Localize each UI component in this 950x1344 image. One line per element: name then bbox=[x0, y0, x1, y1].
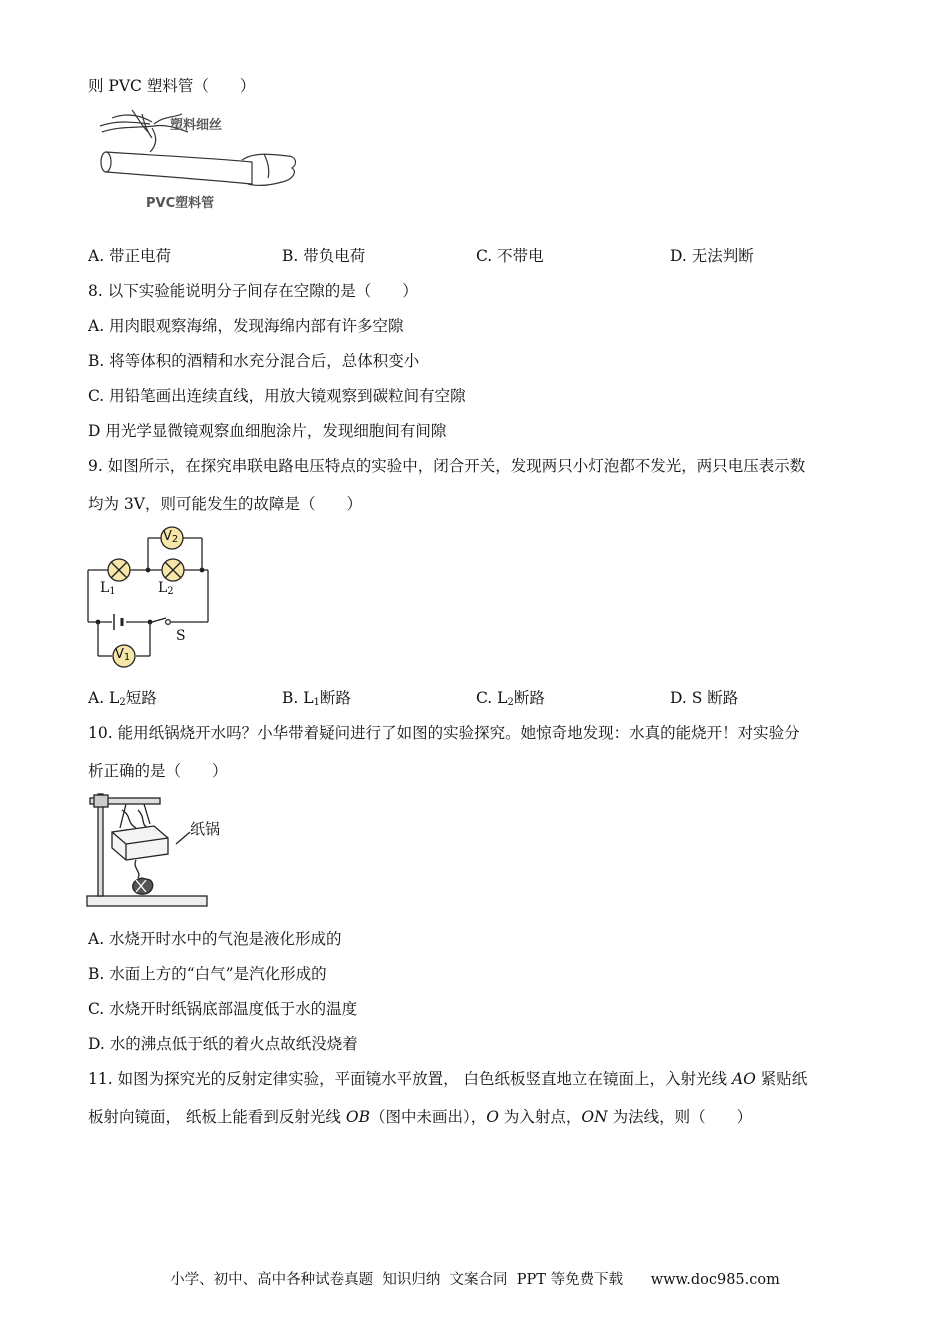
page-footer: 小学、初中、高中各种试卷真题 知识归纳 文案合同 PPT 等免费下载 www.doc985.com bbox=[170, 1272, 780, 1288]
q8-option-c: C. 用铅笔画出连续直线，用放大镜观察到碳粒间有空隙 bbox=[88, 387, 466, 405]
l2-label: $L_2$ bbox=[158, 580, 174, 597]
circuit-diagram bbox=[84, 524, 224, 672]
q8-stem: 8. 以下实验能说明分子间存在空隙的是（ ） bbox=[88, 282, 418, 300]
q10-option-d: D. 水的沸点低于纸的着火点故纸没烧着 bbox=[88, 1035, 358, 1053]
q10-option-a: A. 水烧开时水中的气泡是液化形成的 bbox=[88, 930, 342, 948]
q8-option-b: B. 将等体积的酒精和水充分混合后，总体积变小 bbox=[88, 352, 420, 370]
q9-option-d: D. S 断路 bbox=[670, 689, 739, 707]
paper-pot-apparatus bbox=[84, 788, 254, 914]
q9-circuit-figure bbox=[84, 524, 224, 672]
q9-stem-line2: 均为 3V，则可能发生的故障是（ ） bbox=[88, 495, 362, 513]
q10-option-c: C. 水烧开时纸锅底部温度低于水的温度 bbox=[88, 1000, 358, 1018]
q10-option-b: B. 水面上方的“白气”是汽化形成的 bbox=[88, 965, 327, 983]
switch-label: S bbox=[176, 628, 186, 644]
v1-label: $V_1$ bbox=[115, 647, 131, 663]
tube-label: PVC塑料管 bbox=[146, 196, 215, 211]
paper-pot-label: 纸锅 bbox=[190, 820, 221, 838]
q8-option-a: A. 用肉眼观察海绵，发现海绵内部有许多空隙 bbox=[88, 317, 404, 335]
q7-option-d: D. 无法判断 bbox=[670, 247, 754, 265]
q10-stem-line1: 10. 能用纸锅烧开水吗？小华带着疑问进行了如图的实验探究。她惊奇地发现：水真的能烧开！对实验分 bbox=[88, 724, 800, 742]
q9-option-b: B. $L_1$断路 bbox=[282, 689, 351, 708]
q9-option-a: A. $L_2$短路 bbox=[88, 689, 157, 708]
q8-option-d: D 用光学显微镜观察血细胞涂片，发现细胞间有间隙 bbox=[88, 422, 447, 440]
q7-figure bbox=[92, 108, 312, 218]
q7-stem-tail: 则 PVC 塑料管（ ） bbox=[88, 77, 256, 95]
q10-stem-line2: 析正确的是（ ） bbox=[88, 762, 228, 780]
q9-stem-line1: 9. 如图所示，在探究串联电路电压特点的实验中，闭合开关，发现两只小灯泡都不发光，两只电压表示数 bbox=[88, 457, 806, 475]
q7-option-b: B. 带负电荷 bbox=[282, 247, 366, 265]
q7-option-a: A. 带正电荷 bbox=[88, 247, 172, 265]
q7-option-c: C. 不带电 bbox=[476, 247, 544, 265]
q10-figure bbox=[84, 788, 254, 914]
fibers-label: 塑料细丝 bbox=[170, 118, 223, 133]
q11-stem-line1: 11. 如图为探究光的反射定律实验，平面镜水平放置， 白色纸板竖直地立在镜面上，入射光线 AO 紧贴纸 bbox=[88, 1070, 808, 1088]
q9-option-c: C. $L_2$断路 bbox=[476, 689, 545, 708]
l1-label: $L_1$ bbox=[100, 580, 116, 597]
v2-label: $V_2$ bbox=[163, 529, 179, 545]
q11-stem-line2: 板射向镜面， 纸板上能看到反射光线 OB（图中未画出），O 为入射点，ON 为法线，则（ ） bbox=[88, 1108, 753, 1126]
